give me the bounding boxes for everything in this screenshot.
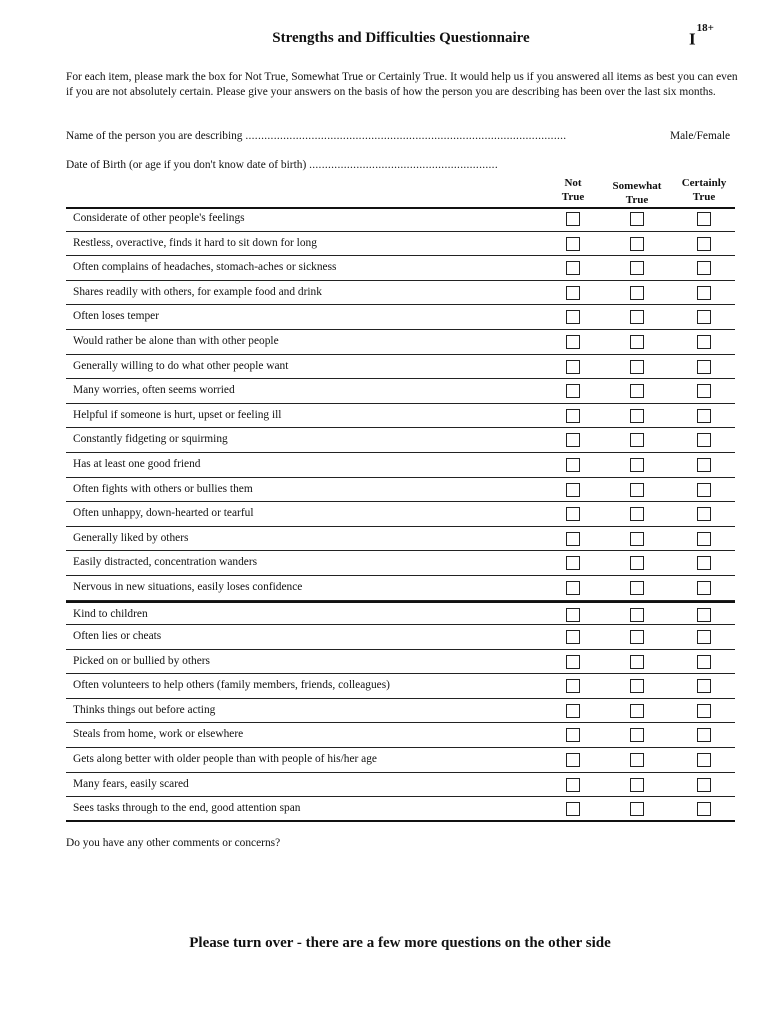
item-row (66, 797, 735, 822)
item-row (66, 379, 735, 404)
somewhat-true-checkbox[interactable] (630, 409, 644, 423)
certainly-true-checkbox[interactable] (697, 212, 711, 226)
not-true-checkbox[interactable] (566, 679, 580, 693)
not-true-checkbox[interactable] (566, 310, 580, 324)
item-row (66, 527, 735, 552)
turn-over-notice: Please turn over - there are a few more questions on the other side (189, 935, 611, 951)
item-row (66, 625, 735, 650)
item-label: Considerate of other people's feelings (73, 212, 245, 224)
item-label: Often complains of headaches, stomach-aches or sickness (73, 261, 337, 274)
somewhat-true-checkbox[interactable] (630, 310, 644, 324)
certainly-true-checkbox[interactable] (697, 261, 711, 275)
somewhat-true-checkbox[interactable] (630, 433, 644, 447)
somewhat-true-checkbox[interactable] (630, 237, 644, 251)
certainly-true-checkbox[interactable] (697, 310, 711, 324)
not-true-checkbox[interactable] (566, 409, 580, 423)
somewhat-true-checkbox[interactable] (630, 212, 644, 226)
certainly-true-checkbox[interactable] (697, 237, 711, 251)
item-row (66, 256, 735, 281)
item-label: Easily distracted, concentration wanders (73, 556, 258, 569)
column-header-not-true: Not True (561, 177, 585, 203)
not-true-checkbox[interactable] (566, 237, 580, 251)
dob-field[interactable] (66, 159, 498, 171)
somewhat-true-checkbox[interactable] (630, 608, 644, 622)
certainly-true-checkbox[interactable] (697, 728, 711, 742)
column-header-somewhat-true: Somewhat True (612, 180, 662, 206)
not-true-checkbox[interactable] (566, 753, 580, 767)
certainly-true-checkbox[interactable] (697, 409, 711, 423)
item-row (66, 748, 735, 773)
not-true-checkbox[interactable] (566, 608, 580, 622)
somewhat-true-checkbox[interactable] (630, 532, 644, 546)
somewhat-true-checkbox[interactable] (630, 458, 644, 472)
certainly-true-checkbox[interactable] (697, 458, 711, 472)
somewhat-true-checkbox[interactable] (630, 581, 644, 595)
not-true-checkbox[interactable] (566, 630, 580, 644)
item-row (66, 305, 735, 330)
item-row (66, 601, 735, 626)
certainly-true-checkbox[interactable] (697, 433, 711, 447)
certainly-true-checkbox[interactable] (697, 335, 711, 349)
certainly-true-checkbox[interactable] (697, 507, 711, 521)
name-field-line: ...................................................................................................... (245, 130, 567, 142)
certainly-true-checkbox[interactable] (697, 802, 711, 816)
certainly-true-checkbox[interactable] (697, 704, 711, 718)
item-label: Kind to children (73, 607, 148, 620)
not-true-checkbox[interactable] (566, 212, 580, 226)
item-row (66, 281, 735, 306)
not-true-checkbox[interactable] (566, 802, 580, 816)
item-label: Often volunteers to help others (family members, friends, colleagues) (73, 679, 390, 692)
not-true-checkbox[interactable] (566, 433, 580, 447)
somewhat-true-checkbox[interactable] (630, 802, 644, 816)
item-label: Sees tasks through to the end, good attention span (73, 802, 301, 815)
item-row (66, 551, 735, 576)
somewhat-true-checkbox[interactable] (630, 384, 644, 398)
item-row (66, 232, 735, 257)
somewhat-true-checkbox[interactable] (630, 556, 644, 570)
certainly-true-checkbox[interactable] (697, 655, 711, 669)
item-label: Shares readily with others, for example food and drink (73, 285, 322, 298)
item-row (66, 478, 735, 503)
not-true-checkbox[interactable] (566, 483, 580, 497)
certainly-true-checkbox[interactable] (697, 753, 711, 767)
item-row (66, 699, 735, 724)
somewhat-true-checkbox[interactable] (630, 335, 644, 349)
somewhat-true-checkbox[interactable] (630, 483, 644, 497)
item-label: Helpful if someone is hurt, upset or feeling ill (73, 408, 282, 421)
somewhat-true-checkbox[interactable] (630, 507, 644, 521)
instructions-text: For each item, please mark the box for Not True, Somewhat True or Certainly True. It would help us if you answered all items as best you can even if you are not absolutely certain. Please give your answers on the basis of how the person you are describing has been over the last six months. (66, 71, 738, 98)
column-header-certainly-true: Certainly True (681, 177, 727, 203)
item-label: Nervous in new situations, easily loses confidence (73, 580, 303, 593)
page-title: Strengths and Difficulties Questionnaire (272, 30, 530, 46)
certainly-true-checkbox[interactable] (697, 532, 711, 546)
name-field-label: Name of the person you are describing (66, 130, 243, 142)
item-label: Restless, overactive, finds it hard to sit down for long (73, 236, 317, 249)
somewhat-true-checkbox[interactable] (630, 655, 644, 669)
item-row (66, 674, 735, 699)
item-row (66, 576, 735, 601)
gender-field[interactable]: Male/Female (670, 130, 731, 142)
somewhat-true-checkbox[interactable] (630, 704, 644, 718)
not-true-checkbox[interactable] (566, 507, 580, 521)
dob-field-label: Date of Birth (or age if you don't know date of birth) (66, 159, 307, 171)
certainly-true-checkbox[interactable] (697, 360, 711, 374)
somewhat-true-checkbox[interactable] (630, 728, 644, 742)
item-row (66, 453, 735, 478)
somewhat-true-checkbox[interactable] (630, 261, 644, 275)
item-label: Would rather be alone than with other people (73, 334, 279, 347)
item-label: Often loses temper (73, 310, 160, 323)
not-true-checkbox[interactable] (566, 655, 580, 669)
certainly-true-checkbox[interactable] (697, 778, 711, 792)
not-true-checkbox[interactable] (566, 458, 580, 472)
somewhat-true-checkbox[interactable] (630, 778, 644, 792)
item-label: Picked on or bullied by others (73, 654, 210, 667)
certainly-true-checkbox[interactable] (697, 608, 711, 622)
not-true-checkbox[interactable] (566, 261, 580, 275)
not-true-checkbox[interactable] (566, 286, 580, 300)
item-label: Constantly fidgeting or squirming (73, 433, 228, 446)
not-true-checkbox[interactable] (566, 335, 580, 349)
somewhat-true-checkbox[interactable] (630, 286, 644, 300)
somewhat-true-checkbox[interactable] (630, 679, 644, 693)
certainly-true-checkbox[interactable] (697, 384, 711, 398)
comments-prompt: Do you have any other comments or concerns? (66, 837, 281, 849)
certainly-true-checkbox[interactable] (697, 581, 711, 595)
item-row (66, 773, 735, 798)
certainly-true-checkbox[interactable] (697, 286, 711, 300)
not-true-checkbox[interactable] (566, 556, 580, 570)
item-row (66, 650, 735, 675)
item-row (66, 723, 735, 748)
item-label: Many worries, often seems worried (73, 384, 235, 397)
somewhat-true-checkbox[interactable] (630, 753, 644, 767)
not-true-checkbox[interactable] (566, 778, 580, 792)
item-label: Thinks things out before acting (73, 703, 216, 716)
item-label: Has at least one good friend (73, 457, 201, 470)
item-row (66, 330, 735, 355)
not-true-checkbox[interactable] (566, 360, 580, 374)
not-true-checkbox[interactable] (566, 532, 580, 546)
items-table (66, 207, 735, 822)
item-row (66, 355, 735, 380)
item-label: Gets along better with older people than with people of his/her age (73, 753, 377, 766)
not-true-checkbox[interactable] (566, 581, 580, 595)
item-row (66, 428, 735, 453)
item-label: Generally liked by others (73, 531, 189, 544)
item-label: Often lies or cheats (73, 630, 162, 643)
certainly-true-checkbox[interactable] (697, 630, 711, 644)
item-row (66, 207, 735, 232)
item-row (66, 502, 735, 527)
somewhat-true-checkbox[interactable] (630, 630, 644, 644)
item-label: Generally willing to do what other people want (73, 359, 289, 372)
item-row (66, 404, 735, 429)
certainly-true-checkbox[interactable] (697, 556, 711, 570)
item-label: Many fears, easily scared (73, 777, 189, 790)
item-label: Often fights with others or bullies them (73, 482, 253, 495)
not-true-checkbox[interactable] (566, 704, 580, 718)
certainly-true-checkbox[interactable] (697, 679, 711, 693)
item-label: Steals from home, work or elsewhere (73, 728, 244, 741)
somewhat-true-checkbox[interactable] (630, 360, 644, 374)
certainly-true-checkbox[interactable] (697, 483, 711, 497)
not-true-checkbox[interactable] (566, 384, 580, 398)
form-code: $I^{18+}$ (689, 22, 714, 49)
dob-field-line: ............................................................ (309, 159, 498, 171)
name-field[interactable] (66, 130, 566, 142)
not-true-checkbox[interactable] (566, 728, 580, 742)
item-label: Often unhappy, down-hearted or tearful (73, 507, 254, 520)
